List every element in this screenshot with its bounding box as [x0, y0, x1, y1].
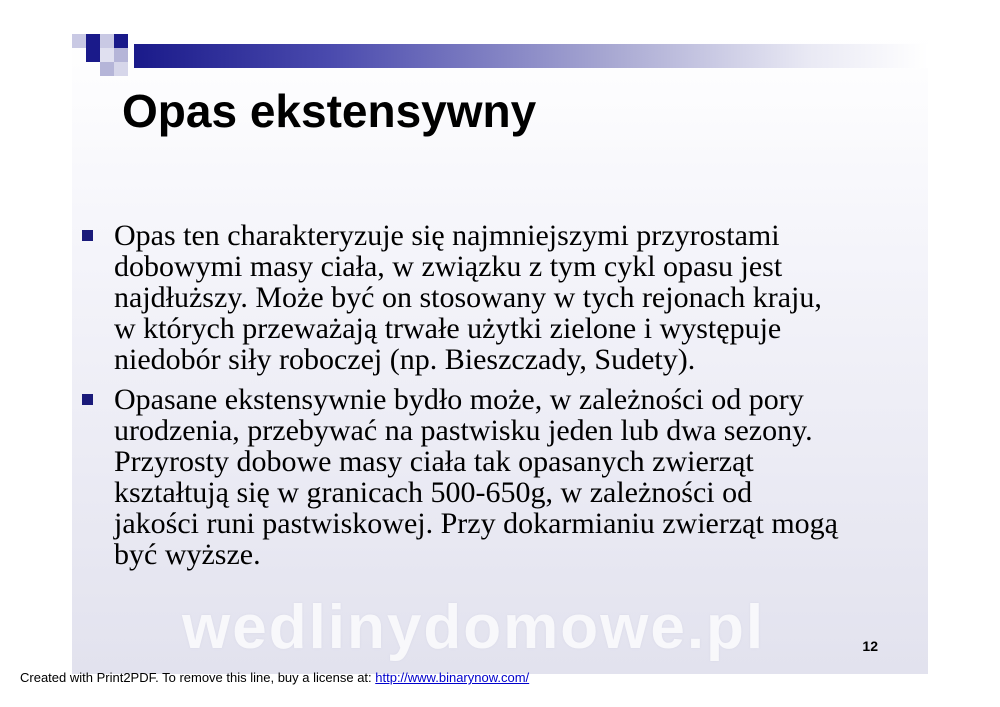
footer-license-link[interactable]: http://www.binarynow.com/: [375, 670, 530, 685]
slide-title: Opas ekstensywny: [122, 85, 537, 137]
print2pdf-footer: [20, 670, 529, 685]
slide: [72, 34, 928, 674]
page-number: 12: [862, 638, 878, 654]
watermark: wedlinydomowe.pl: [182, 593, 766, 662]
footer-text: Created with Print2PDF. To remove this line, buy a license at:: [20, 670, 376, 685]
bullet-list: [82, 220, 922, 579]
bullet-item: [82, 220, 922, 375]
header-gradient-bar: [134, 44, 928, 68]
bullet-item: [82, 384, 922, 570]
square-bullet-icon: [82, 230, 93, 241]
square-bullet-icon: [82, 394, 93, 405]
bullet-text: Opasane ekstensywnie bydło może, w zależności od pory urodzenia, przebywać na pastwisku jeden lub dwa sezony. Przyrosty dobowe masy ciała tak opasanych zwierząt kształtują się w granicach 500-650g, w zależności od jakości runi pastwiskowej. Przy dokarmianiu zwierząt mogą być wyższe.: [114, 383, 838, 571]
bullet-text: Opas ten charakteryzuje się najmniejszymi przyrostami dobowymi masy ciała, w związku z tym cykl opasu jest najdłuższy. Może być on stosowany w tych rejonach kraju, w których przeważają trwałe użytki zielone i występuje niedobór siły roboczej (np. Bieszczady, Sudety).: [114, 219, 822, 376]
